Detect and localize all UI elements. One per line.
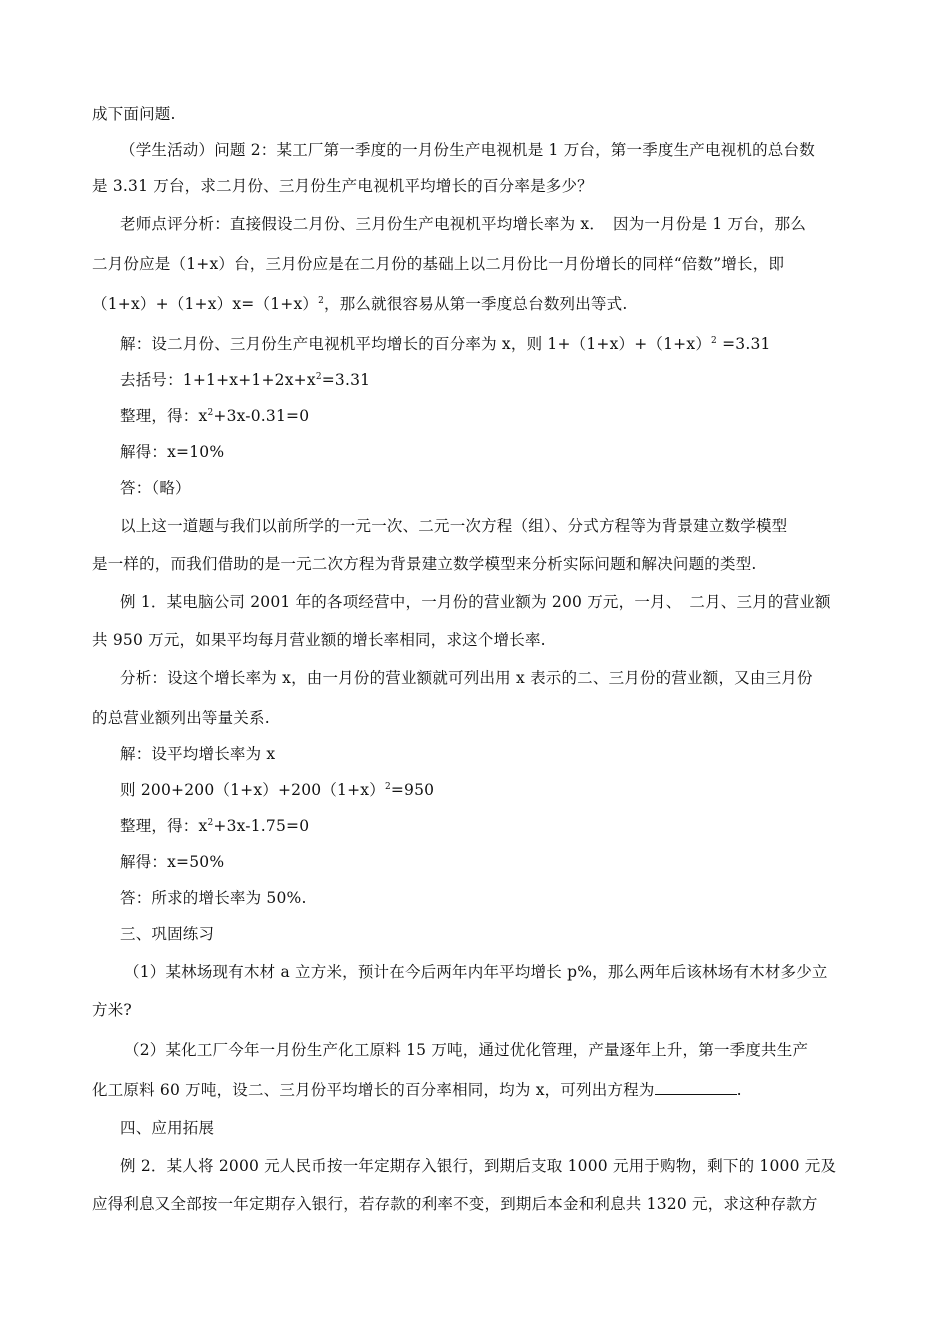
text-line: 答：所求的增长率为 50%. bbox=[120, 889, 307, 907]
text-line: 是 3.31 万台，求二月份、三月份生产电视机平均增长的百分率是多少？ bbox=[92, 177, 593, 195]
text-line: （2）某化工厂今年一月份生产化工原料 15 万吨，通过优化管理，产量逐年上升，第一季度共生产 bbox=[124, 1041, 809, 1059]
text-line: 以上这一道题与我们以前所学的一元一次、二元一次方程（组）、分式方程等为背景建立数学模型 bbox=[120, 517, 788, 535]
text-line: 整理，得：$x^2+3x-1.75=0$ bbox=[120, 817, 310, 835]
text-line: 答：（略） bbox=[120, 479, 191, 497]
text-line: 分析：设这个增长率为 x，由一月份的营业额就可列出用 x 表示的二、三月份的营业额，又由三月份 bbox=[120, 669, 813, 687]
text-line: 例 2．某人将 2000 元人民币按一年定期存入银行，到期后支取 1000 元用于购物，剩下的 1000 元及 bbox=[120, 1157, 837, 1175]
text-line: 成下面问题. bbox=[92, 105, 176, 123]
text-line: 应得利息又全部按一年定期存入银行，若存款的利率不变，到期后本金和利息共 1320 元，求这种存款方 bbox=[92, 1195, 818, 1213]
text-line: 的总营业额列出等量关系. bbox=[92, 709, 270, 727]
text-line: 老师点评分析：直接假设二月份、三月份生产电视机平均增长率为 x． 因为一月份是 1 万台，那么 bbox=[120, 215, 807, 233]
text-line: 二月份应是（1+x）台，三月份应是在二月份的基础上以二月份比一月份增长的同样“倍数”增长，即 bbox=[92, 255, 785, 273]
text-line: 解得：x=10% bbox=[120, 443, 225, 461]
text-line: 例 1．某电脑公司 2001 年的各项经营中，一月份的营业额为 200 万元，一月、 二月、三月的营业额 bbox=[120, 593, 831, 611]
text-line: 整理，得：$x^2+3x-0.31=0$ bbox=[120, 407, 310, 425]
text-line: 解：设平均增长率为 x bbox=[120, 745, 276, 763]
text-line: （1）某林场现有木材 a 立方米，预计在今后两年内年平均增长 p%，那么两年后该林场有木材多少立 bbox=[124, 963, 828, 981]
text-line: （学生活动）问题 2：某工厂第一季度的一月份生产电视机是 1 万台，第一季度生产电视机的总台数 bbox=[120, 141, 815, 159]
answer-blank bbox=[655, 1080, 737, 1095]
text-line: 是一样的，而我们借助的是一元二次方程为背景建立数学模型来分析实际问题和解决问题的类型. bbox=[92, 555, 757, 573]
text-line: 去括号：$1+1+x+1+2x+x^2=3.31$ bbox=[120, 371, 371, 389]
text-line: $(1+x)+(1+x)x=(1+x)^2$，那么就很容易从第一季度总台数列出等式. bbox=[92, 295, 628, 313]
text-line: 化工原料 60 万吨，设二、三月份平均增长的百分率相同，均为 x，可列出方程为 . bbox=[92, 1081, 742, 1099]
text-line: 方米? bbox=[92, 1001, 132, 1019]
text-line: 共 950 万元，如果平均每月营业额的增长率相同，求这个增长率. bbox=[92, 631, 546, 649]
text-line: 则 $200+200(1+x)+200(1+x)^2=950$ bbox=[120, 781, 435, 799]
section-heading: 四、应用拓展 bbox=[120, 1119, 215, 1137]
section-heading: 三、巩固练习 bbox=[120, 925, 215, 943]
text-line: 解得：x=50% bbox=[120, 853, 225, 871]
text-line: 解：设二月份、三月份生产电视机平均增长的百分率为 x，则 $1+(1+x)+(1+x)^2 =3.31$ bbox=[120, 335, 771, 353]
